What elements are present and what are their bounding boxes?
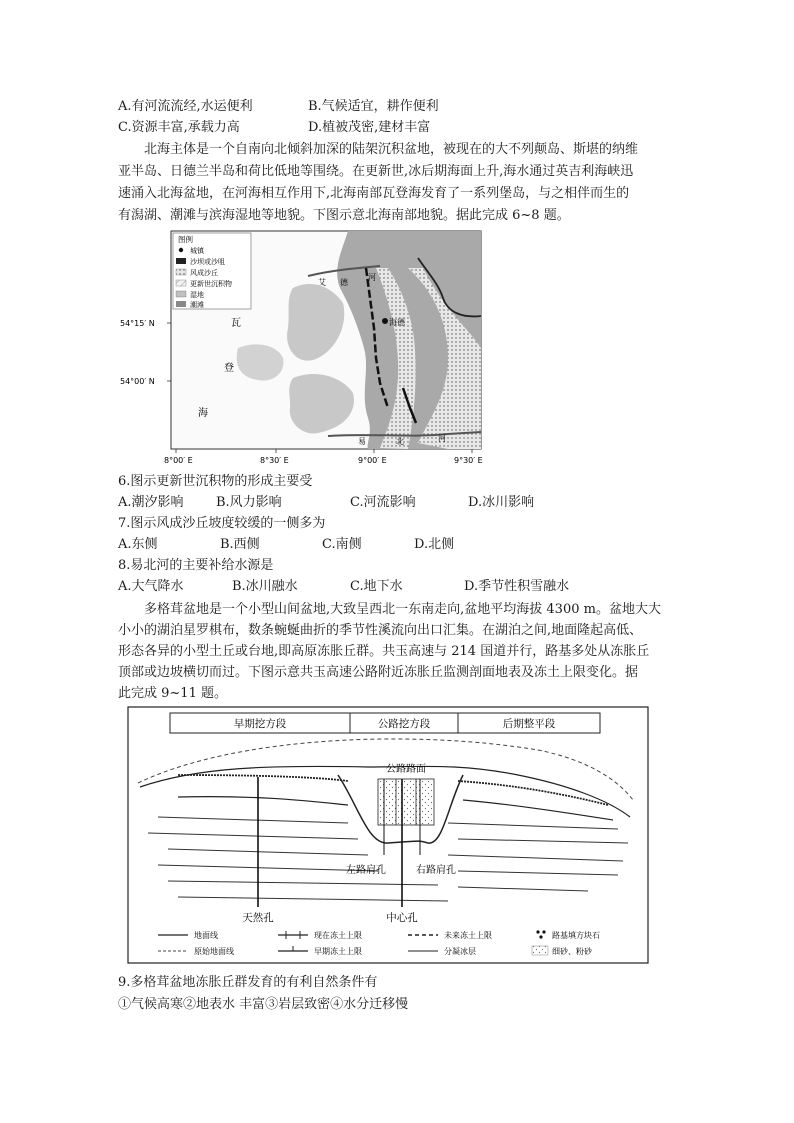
place-he1: 河 — [368, 273, 376, 282]
q8-option-b: B.冰川融水 — [232, 579, 298, 594]
q7-stem: 7.图示风成沙丘坡度较缓的一侧多为 — [118, 516, 326, 531]
lon-9-30: 9°30′ E — [454, 456, 483, 465]
place-ai: 艾 — [318, 278, 326, 287]
q6-option-d: D.冰川影响 — [468, 495, 535, 510]
legend-tidalflat: 潮滩 — [190, 301, 204, 309]
q9-options: ①气候高寒②地表水 丰富③岩层致密④水分迁移慢 — [118, 997, 409, 1012]
lon-9-00: 9°00′ E — [358, 456, 387, 465]
passage2-line4: 顶部或边坡横切而过。下图示意共玉高速公路附近冻胀丘监测剖面地表及冻土上限变化。据 — [118, 665, 639, 680]
passage2-line2: 小小的湖泊星罗棋布，数条蜿蜒曲折的季节性溪流向出口汇集。在湖泊之间,地面隆起高低、 — [118, 623, 643, 638]
passage1-line4: 有潟湖、潮滩与滨海湿地等地貌。下图示意北海南部地貌。据此完成 6~8 题。 — [118, 208, 570, 223]
q6-option-b: B.风力影响 — [216, 495, 282, 510]
place-bei: 北 — [396, 437, 404, 446]
natural-hole-label: 天然孔 — [242, 912, 274, 924]
q8-stem: 8.易北河的主要补给水源是 — [118, 558, 274, 573]
legend-ice-layer: 分凝冰层 — [444, 947, 476, 956]
passage1-line2: 亚半岛、日德兰半岛和荷比低地等围绕。在更新世,冰后期海面上升,海水通过英吉利海峡迅 — [118, 164, 634, 179]
center-hole-label: 中心孔 — [386, 912, 418, 924]
legend-future-limit: 未来冻土上限 — [444, 931, 492, 940]
legend-pleistocene: 更新世沉积物 — [190, 280, 232, 288]
q8-option-a: A.大气降水 — [118, 579, 184, 594]
map-legend-title: 图例 — [178, 235, 193, 244]
q6-option-c: C.河流影响 — [350, 495, 416, 510]
legend-road-fill: 路基填方块石 — [552, 931, 600, 940]
sea-char-2: 登 — [224, 363, 234, 374]
q6-option-a: A.潮汐影响 — [118, 495, 184, 510]
legend-town: 城镇 — [190, 247, 204, 255]
lat-54-15: 54°15′ N — [120, 319, 155, 328]
header-later-level: 后期整平段 — [502, 718, 556, 730]
q7-option-a: A.东侧 — [118, 537, 158, 552]
q8-option-c: C.地下水 — [350, 579, 403, 594]
q6-stem: 6.图示更新世沉积物的形成主要受 — [118, 474, 313, 489]
lon-8-30: 8°30′ E — [260, 456, 289, 465]
prev-option-d: D.植被茂密,建材丰富 — [308, 120, 431, 135]
place-yi: 易 — [358, 437, 366, 446]
town-heide-dot — [382, 318, 388, 324]
passage1-line1: 北海主体是一个自南向北倾斜加深的陆架沉积盆地，被现在的大不列颠岛、斯堪的纳维 — [144, 142, 639, 157]
q7-option-c: C.南侧 — [322, 537, 362, 552]
legend-sandbar: 沙坝或沙咀 — [190, 258, 225, 266]
lat-54-00: 54°00′ N — [120, 377, 155, 386]
legend-original-ground: 原始地面线 — [194, 947, 234, 956]
q7-option-d: D.北侧 — [414, 537, 455, 552]
passage1-line3: 速涌入北海盆地，在河海相互作用下,北海南部瓦登海发育了一系列堡岛，与之相伴而生的 — [118, 186, 630, 201]
q7-option-b: B.西侧 — [220, 537, 260, 552]
legend-dune: 风成沙丘 — [190, 269, 218, 277]
road-fill — [378, 779, 434, 825]
legend-early-limit: 早期冻土上限 — [314, 947, 362, 956]
q8-option-d: D.季节性积雪融水 — [464, 579, 570, 594]
header-road-cut: 公路挖方段 — [377, 718, 431, 730]
legend-wetland: 湿地 — [190, 291, 204, 299]
passage2-line5: 此完成 9~11 题。 — [118, 686, 227, 701]
left-shoulder-hole-label: 左路肩孔 — [346, 865, 386, 876]
header-early-cut: 早期挖方段 — [233, 718, 287, 730]
prev-option-c: C.资源丰富,承载力高 — [118, 120, 240, 135]
place-he2: 河 — [438, 434, 446, 443]
q9-stem: 9.多格茸盆地冻胀丘群发育的有利自然条件有 — [118, 975, 378, 990]
sea-char-3: 海 — [198, 408, 208, 419]
passage2-line1: 多格茸盆地是一个小型山间盆地,大致呈西北一东南走向,盆地平均海拔 4300 m。盆地大大 — [144, 602, 661, 617]
legend-fine-sand: 细砂、粉砂 — [552, 947, 592, 956]
place-heide: 海德 — [389, 318, 405, 327]
prev-option-a: A.有河流流经,水运便利 — [118, 99, 253, 114]
right-shoulder-hole-label: 右路肩孔 — [416, 865, 456, 876]
prev-option-b: B.气候适宜，耕作便利 — [308, 99, 439, 114]
north-sea-map — [118, 228, 488, 466]
passage2-line3: 形态各异的小型土丘或台地,即高原冻胀丘群。共玉高速与 214 国道并行，路基多处从冻胀丘 — [118, 644, 650, 659]
sea-char-1: 瓦 — [231, 318, 241, 329]
legend-ground-line: 地面线 — [194, 931, 218, 940]
lon-8-00: 8°00′ E — [164, 456, 193, 465]
place-de: 德 — [340, 278, 348, 287]
road-surface-label: 公路路面 — [386, 764, 426, 775]
legend-current-limit: 现在冻土上限 — [314, 931, 362, 940]
frost-mound-profile — [118, 705, 658, 967]
